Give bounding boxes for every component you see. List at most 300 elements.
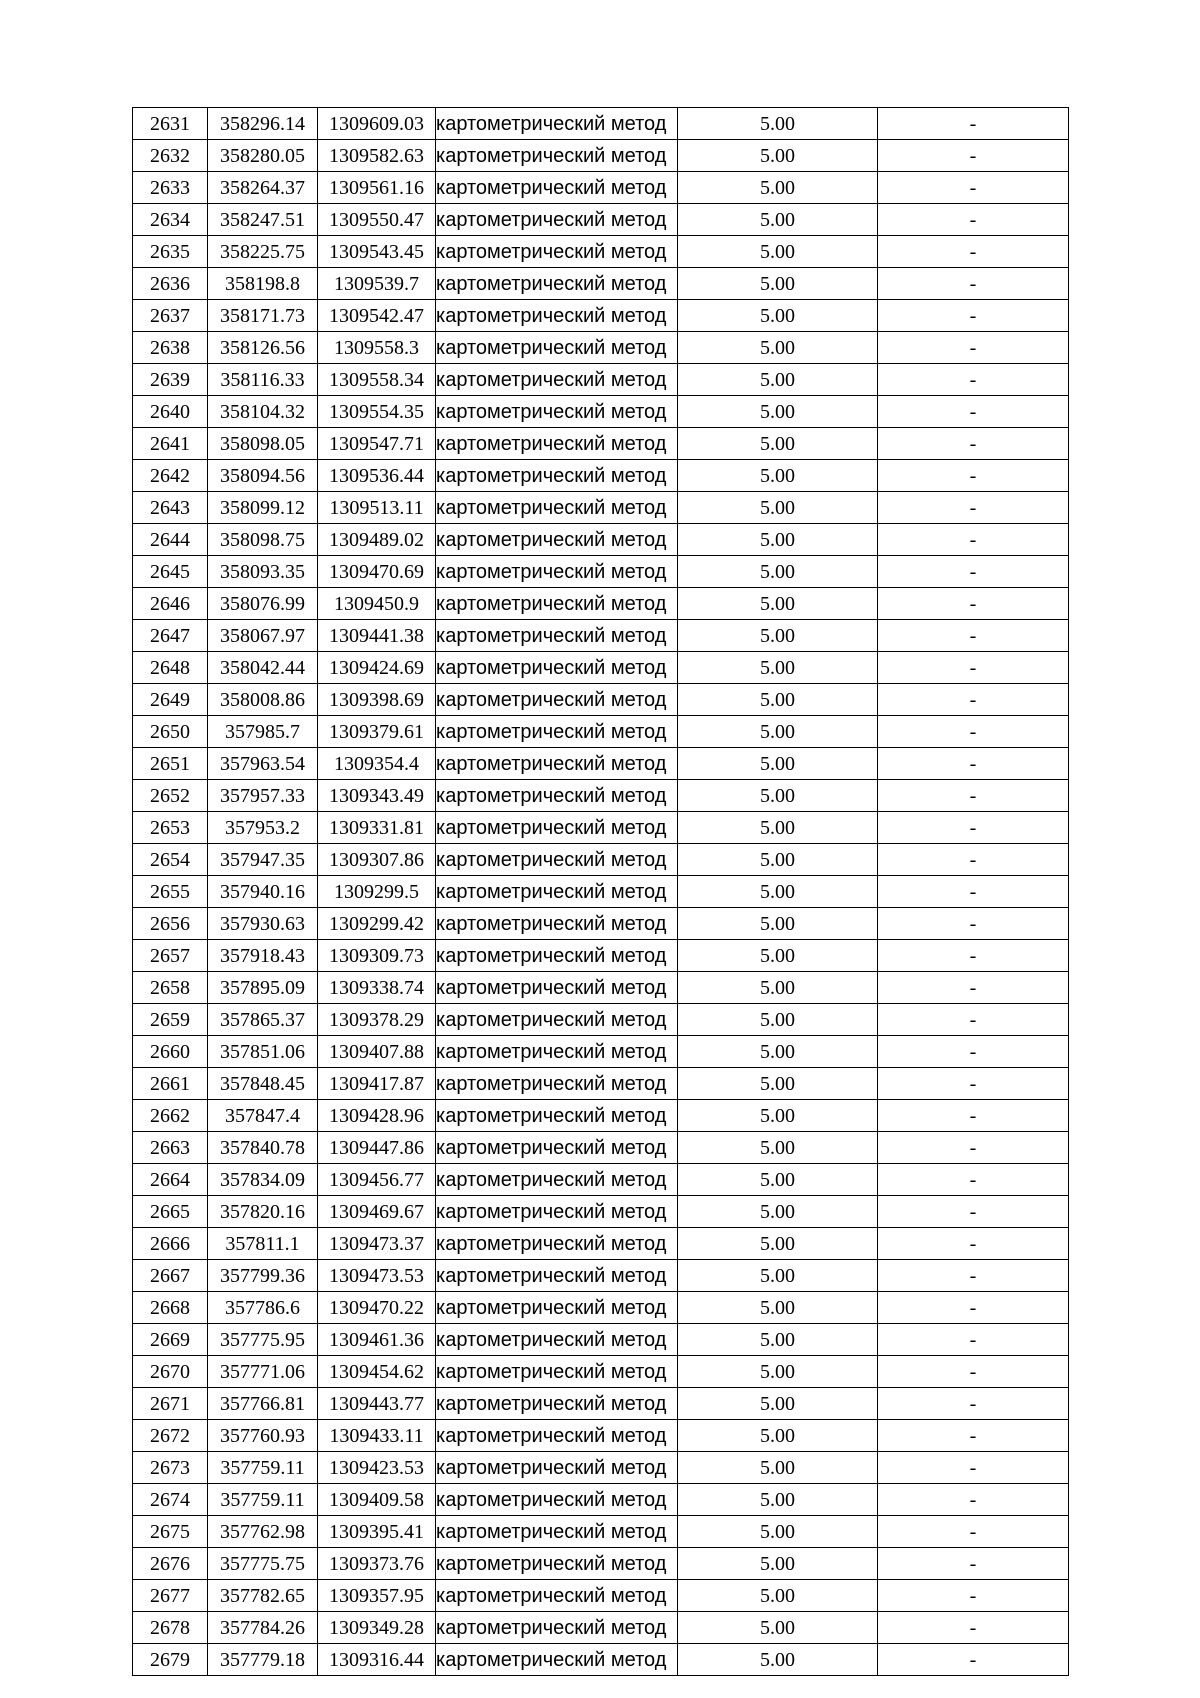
accuracy-cell: 5.00	[678, 1164, 878, 1196]
accuracy-cell: 5.00	[678, 1548, 878, 1580]
table-row	[133, 1164, 1069, 1196]
point-number-cell: 2676	[133, 1548, 208, 1580]
accuracy-cell: 5.00	[678, 556, 878, 588]
accuracy-cell: 5.00	[678, 1036, 878, 1068]
method-cell: картометрический метод	[436, 1452, 678, 1484]
x-coordinate-cell: 357782.65	[208, 1580, 318, 1612]
accuracy-cell: 5.00	[678, 588, 878, 620]
table-row	[133, 204, 1069, 236]
point-number-cell: 2637	[133, 300, 208, 332]
x-coordinate-cell: 357762.98	[208, 1516, 318, 1548]
x-coordinate-cell: 358104.32	[208, 396, 318, 428]
method-cell: картометрический метод	[436, 236, 678, 268]
y-coordinate-cell: 1309582.63	[318, 140, 436, 172]
method-cell: картометрический метод	[436, 1196, 678, 1228]
accuracy-cell: 5.00	[678, 1388, 878, 1420]
accuracy-cell: 5.00	[678, 780, 878, 812]
accuracy-cell: 5.00	[678, 140, 878, 172]
point-number-cell: 2635	[133, 236, 208, 268]
y-coordinate-cell: 1309542.47	[318, 300, 436, 332]
x-coordinate-cell: 357811.1	[208, 1228, 318, 1260]
description-cell: -	[878, 1196, 1069, 1228]
method-cell: картометрический метод	[436, 1388, 678, 1420]
y-coordinate-cell: 1309428.96	[318, 1100, 436, 1132]
description-cell: -	[878, 396, 1069, 428]
x-coordinate-cell: 357834.09	[208, 1164, 318, 1196]
table-row	[133, 716, 1069, 748]
y-coordinate-cell: 1309378.29	[318, 1004, 436, 1036]
x-coordinate-cell: 357771.06	[208, 1356, 318, 1388]
point-number-cell: 2668	[133, 1292, 208, 1324]
method-cell: картометрический метод	[436, 556, 678, 588]
accuracy-cell: 5.00	[678, 748, 878, 780]
method-cell: картометрический метод	[436, 268, 678, 300]
method-cell: картометрический метод	[436, 396, 678, 428]
accuracy-cell: 5.00	[678, 716, 878, 748]
table-row	[133, 1484, 1069, 1516]
point-number-cell: 2671	[133, 1388, 208, 1420]
accuracy-cell: 5.00	[678, 1644, 878, 1676]
method-cell: картометрический метод	[436, 1004, 678, 1036]
table-row	[133, 428, 1069, 460]
table-row	[133, 268, 1069, 300]
description-cell: -	[878, 684, 1069, 716]
point-number-cell: 2641	[133, 428, 208, 460]
description-cell: -	[878, 588, 1069, 620]
accuracy-cell: 5.00	[678, 1228, 878, 1260]
point-number-cell: 2662	[133, 1100, 208, 1132]
table-row	[133, 140, 1069, 172]
method-cell: картометрический метод	[436, 1260, 678, 1292]
method-cell: картометрический метод	[436, 620, 678, 652]
x-coordinate-cell: 358225.75	[208, 236, 318, 268]
table-row	[133, 1388, 1069, 1420]
point-number-cell: 2663	[133, 1132, 208, 1164]
method-cell: картометрический метод	[436, 1484, 678, 1516]
method-cell: картометрический метод	[436, 524, 678, 556]
point-number-cell: 2646	[133, 588, 208, 620]
accuracy-cell: 5.00	[678, 1612, 878, 1644]
point-number-cell: 2647	[133, 620, 208, 652]
table-row	[133, 1004, 1069, 1036]
method-cell: картометрический метод	[436, 1516, 678, 1548]
coordinates-table-body	[133, 108, 1069, 1676]
y-coordinate-cell: 1309470.69	[318, 556, 436, 588]
table-row	[133, 332, 1069, 364]
y-coordinate-cell: 1309543.45	[318, 236, 436, 268]
description-cell: -	[878, 972, 1069, 1004]
y-coordinate-cell: 1309473.37	[318, 1228, 436, 1260]
table-row	[133, 1548, 1069, 1580]
method-cell: картометрический метод	[436, 1644, 678, 1676]
table-row	[133, 492, 1069, 524]
x-coordinate-cell: 357799.36	[208, 1260, 318, 1292]
x-coordinate-cell: 358098.05	[208, 428, 318, 460]
y-coordinate-cell: 1309373.76	[318, 1548, 436, 1580]
table-row	[133, 1228, 1069, 1260]
x-coordinate-cell: 357865.37	[208, 1004, 318, 1036]
x-coordinate-cell: 358098.75	[208, 524, 318, 556]
point-number-cell: 2659	[133, 1004, 208, 1036]
x-coordinate-cell: 358076.99	[208, 588, 318, 620]
x-coordinate-cell: 357760.93	[208, 1420, 318, 1452]
accuracy-cell: 5.00	[678, 332, 878, 364]
y-coordinate-cell: 1309299.5	[318, 876, 436, 908]
table-row	[133, 1260, 1069, 1292]
table-row	[133, 396, 1069, 428]
y-coordinate-cell: 1309561.16	[318, 172, 436, 204]
y-coordinate-cell: 1309316.44	[318, 1644, 436, 1676]
method-cell: картометрический метод	[436, 1548, 678, 1580]
accuracy-cell: 5.00	[678, 172, 878, 204]
table-row	[133, 172, 1069, 204]
accuracy-cell: 5.00	[678, 492, 878, 524]
method-cell: картометрический метод	[436, 1612, 678, 1644]
accuracy-cell: 5.00	[678, 1100, 878, 1132]
point-number-cell: 2632	[133, 140, 208, 172]
y-coordinate-cell: 1309489.02	[318, 524, 436, 556]
x-coordinate-cell: 358067.97	[208, 620, 318, 652]
accuracy-cell: 5.00	[678, 300, 878, 332]
method-cell: картометрический метод	[436, 1420, 678, 1452]
y-coordinate-cell: 1309299.42	[318, 908, 436, 940]
point-number-cell: 2644	[133, 524, 208, 556]
method-cell: картометрический метод	[436, 972, 678, 1004]
y-coordinate-cell: 1309395.41	[318, 1516, 436, 1548]
x-coordinate-cell: 357930.63	[208, 908, 318, 940]
y-coordinate-cell: 1309443.77	[318, 1388, 436, 1420]
method-cell: картометрический метод	[436, 844, 678, 876]
description-cell: -	[878, 108, 1069, 140]
table-row	[133, 364, 1069, 396]
table-row	[133, 972, 1069, 1004]
description-cell: -	[878, 1452, 1069, 1484]
accuracy-cell: 5.00	[678, 1196, 878, 1228]
accuracy-cell: 5.00	[678, 204, 878, 236]
y-coordinate-cell: 1309398.69	[318, 684, 436, 716]
y-coordinate-cell: 1309450.9	[318, 588, 436, 620]
x-coordinate-cell: 358094.56	[208, 460, 318, 492]
accuracy-cell: 5.00	[678, 268, 878, 300]
y-coordinate-cell: 1309441.38	[318, 620, 436, 652]
table-row	[133, 1100, 1069, 1132]
method-cell: картометрический метод	[436, 1068, 678, 1100]
description-cell: -	[878, 1612, 1069, 1644]
table-row	[133, 460, 1069, 492]
accuracy-cell: 5.00	[678, 524, 878, 556]
description-cell: -	[878, 780, 1069, 812]
x-coordinate-cell: 358008.86	[208, 684, 318, 716]
y-coordinate-cell: 1309423.53	[318, 1452, 436, 1484]
accuracy-cell: 5.00	[678, 1580, 878, 1612]
description-cell: -	[878, 1516, 1069, 1548]
description-cell: -	[878, 1388, 1069, 1420]
x-coordinate-cell: 357918.43	[208, 940, 318, 972]
method-cell: картометрический метод	[436, 812, 678, 844]
accuracy-cell: 5.00	[678, 428, 878, 460]
table-row	[133, 556, 1069, 588]
point-number-cell: 2674	[133, 1484, 208, 1516]
point-number-cell: 2652	[133, 780, 208, 812]
point-number-cell: 2654	[133, 844, 208, 876]
y-coordinate-cell: 1309379.61	[318, 716, 436, 748]
description-cell: -	[878, 364, 1069, 396]
point-number-cell: 2666	[133, 1228, 208, 1260]
point-number-cell: 2665	[133, 1196, 208, 1228]
point-number-cell: 2679	[133, 1644, 208, 1676]
x-coordinate-cell: 357779.18	[208, 1644, 318, 1676]
accuracy-cell: 5.00	[678, 236, 878, 268]
point-number-cell: 2664	[133, 1164, 208, 1196]
point-number-cell: 2645	[133, 556, 208, 588]
table-row	[133, 300, 1069, 332]
method-cell: картометрический метод	[436, 1228, 678, 1260]
description-cell: -	[878, 748, 1069, 780]
x-coordinate-cell: 357940.16	[208, 876, 318, 908]
accuracy-cell: 5.00	[678, 1356, 878, 1388]
y-coordinate-cell: 1309558.3	[318, 332, 436, 364]
method-cell: картометрический метод	[436, 908, 678, 940]
x-coordinate-cell: 357786.6	[208, 1292, 318, 1324]
method-cell: картометрический метод	[436, 428, 678, 460]
y-coordinate-cell: 1309424.69	[318, 652, 436, 684]
description-cell: -	[878, 1260, 1069, 1292]
point-number-cell: 2677	[133, 1580, 208, 1612]
description-cell: -	[878, 172, 1069, 204]
description-cell: -	[878, 652, 1069, 684]
point-number-cell: 2642	[133, 460, 208, 492]
y-coordinate-cell: 1309461.36	[318, 1324, 436, 1356]
description-cell: -	[878, 812, 1069, 844]
x-coordinate-cell: 357947.35	[208, 844, 318, 876]
description-cell: -	[878, 140, 1069, 172]
x-coordinate-cell: 357840.78	[208, 1132, 318, 1164]
description-cell: -	[878, 1580, 1069, 1612]
point-number-cell: 2639	[133, 364, 208, 396]
table-row	[133, 1292, 1069, 1324]
y-coordinate-cell: 1309338.74	[318, 972, 436, 1004]
point-number-cell: 2651	[133, 748, 208, 780]
point-number-cell: 2655	[133, 876, 208, 908]
method-cell: картометрический метод	[436, 1100, 678, 1132]
method-cell: картометрический метод	[436, 1356, 678, 1388]
description-cell: -	[878, 620, 1069, 652]
method-cell: картометрический метод	[436, 876, 678, 908]
x-coordinate-cell: 358296.14	[208, 108, 318, 140]
accuracy-cell: 5.00	[678, 620, 878, 652]
method-cell: картометрический метод	[436, 684, 678, 716]
point-number-cell: 2672	[133, 1420, 208, 1452]
description-cell: -	[878, 236, 1069, 268]
y-coordinate-cell: 1309536.44	[318, 460, 436, 492]
y-coordinate-cell: 1309456.77	[318, 1164, 436, 1196]
y-coordinate-cell: 1309469.67	[318, 1196, 436, 1228]
method-cell: картометрический метод	[436, 172, 678, 204]
table-row	[133, 1132, 1069, 1164]
table-row	[133, 1612, 1069, 1644]
accuracy-cell: 5.00	[678, 1516, 878, 1548]
description-cell: -	[878, 1292, 1069, 1324]
table-row	[133, 1036, 1069, 1068]
method-cell: картометрический метод	[436, 364, 678, 396]
y-coordinate-cell: 1309354.4	[318, 748, 436, 780]
y-coordinate-cell: 1309357.95	[318, 1580, 436, 1612]
point-number-cell: 2670	[133, 1356, 208, 1388]
x-coordinate-cell: 358247.51	[208, 204, 318, 236]
y-coordinate-cell: 1309470.22	[318, 1292, 436, 1324]
point-number-cell: 2675	[133, 1516, 208, 1548]
table-row	[133, 780, 1069, 812]
accuracy-cell: 5.00	[678, 460, 878, 492]
y-coordinate-cell: 1309558.34	[318, 364, 436, 396]
accuracy-cell: 5.00	[678, 844, 878, 876]
y-coordinate-cell: 1309433.11	[318, 1420, 436, 1452]
method-cell: картометрический метод	[436, 460, 678, 492]
description-cell: -	[878, 300, 1069, 332]
accuracy-cell: 5.00	[678, 1324, 878, 1356]
accuracy-cell: 5.00	[678, 908, 878, 940]
point-number-cell: 2660	[133, 1036, 208, 1068]
accuracy-cell: 5.00	[678, 108, 878, 140]
table-row	[133, 620, 1069, 652]
table-row	[133, 588, 1069, 620]
point-number-cell: 2653	[133, 812, 208, 844]
description-cell: -	[878, 908, 1069, 940]
coordinates-table	[132, 107, 1069, 1676]
x-coordinate-cell: 358171.73	[208, 300, 318, 332]
accuracy-cell: 5.00	[678, 364, 878, 396]
x-coordinate-cell: 357953.2	[208, 812, 318, 844]
description-cell: -	[878, 844, 1069, 876]
description-cell: -	[878, 460, 1069, 492]
table-row	[133, 812, 1069, 844]
y-coordinate-cell: 1309609.03	[318, 108, 436, 140]
x-coordinate-cell: 357820.16	[208, 1196, 318, 1228]
accuracy-cell: 5.00	[678, 972, 878, 1004]
table-row	[133, 1644, 1069, 1676]
method-cell: картометрический метод	[436, 1164, 678, 1196]
method-cell: картометрический метод	[436, 1292, 678, 1324]
description-cell: -	[878, 1228, 1069, 1260]
x-coordinate-cell: 357963.54	[208, 748, 318, 780]
description-cell: -	[878, 1644, 1069, 1676]
x-coordinate-cell: 358093.35	[208, 556, 318, 588]
table-row	[133, 1068, 1069, 1100]
accuracy-cell: 5.00	[678, 1260, 878, 1292]
accuracy-cell: 5.00	[678, 1484, 878, 1516]
accuracy-cell: 5.00	[678, 652, 878, 684]
description-cell: -	[878, 1356, 1069, 1388]
y-coordinate-cell: 1309513.11	[318, 492, 436, 524]
description-cell: -	[878, 1132, 1069, 1164]
point-number-cell: 2669	[133, 1324, 208, 1356]
method-cell: картометрический метод	[436, 300, 678, 332]
y-coordinate-cell: 1309447.86	[318, 1132, 436, 1164]
x-coordinate-cell: 357759.11	[208, 1484, 318, 1516]
x-coordinate-cell: 358264.37	[208, 172, 318, 204]
method-cell: картометрический метод	[436, 588, 678, 620]
point-number-cell: 2638	[133, 332, 208, 364]
x-coordinate-cell: 357766.81	[208, 1388, 318, 1420]
description-cell: -	[878, 1484, 1069, 1516]
method-cell: картометрический метод	[436, 492, 678, 524]
point-number-cell: 2633	[133, 172, 208, 204]
description-cell: -	[878, 1004, 1069, 1036]
point-number-cell: 2658	[133, 972, 208, 1004]
point-number-cell: 2631	[133, 108, 208, 140]
method-cell: картометрический метод	[436, 1324, 678, 1356]
y-coordinate-cell: 1309407.88	[318, 1036, 436, 1068]
description-cell: -	[878, 524, 1069, 556]
point-number-cell: 2656	[133, 908, 208, 940]
table-row	[133, 1356, 1069, 1388]
table-row	[133, 908, 1069, 940]
description-cell: -	[878, 428, 1069, 460]
description-cell: -	[878, 1324, 1069, 1356]
table-row	[133, 1196, 1069, 1228]
method-cell: картометрический метод	[436, 780, 678, 812]
x-coordinate-cell: 358042.44	[208, 652, 318, 684]
x-coordinate-cell: 357985.7	[208, 716, 318, 748]
point-number-cell: 2643	[133, 492, 208, 524]
point-number-cell: 2648	[133, 652, 208, 684]
table-row	[133, 748, 1069, 780]
accuracy-cell: 5.00	[678, 1452, 878, 1484]
x-coordinate-cell: 357759.11	[208, 1452, 318, 1484]
description-cell: -	[878, 716, 1069, 748]
point-number-cell: 2636	[133, 268, 208, 300]
y-coordinate-cell: 1309307.86	[318, 844, 436, 876]
accuracy-cell: 5.00	[678, 1004, 878, 1036]
y-coordinate-cell: 1309331.81	[318, 812, 436, 844]
description-cell: -	[878, 204, 1069, 236]
description-cell: -	[878, 876, 1069, 908]
accuracy-cell: 5.00	[678, 1068, 878, 1100]
point-number-cell: 2640	[133, 396, 208, 428]
y-coordinate-cell: 1309309.73	[318, 940, 436, 972]
method-cell: картометрический метод	[436, 716, 678, 748]
y-coordinate-cell: 1309473.53	[318, 1260, 436, 1292]
description-cell: -	[878, 1068, 1069, 1100]
table-row	[133, 1516, 1069, 1548]
table-row	[133, 236, 1069, 268]
accuracy-cell: 5.00	[678, 940, 878, 972]
point-number-cell: 2673	[133, 1452, 208, 1484]
x-coordinate-cell: 358280.05	[208, 140, 318, 172]
x-coordinate-cell: 357784.26	[208, 1612, 318, 1644]
description-cell: -	[878, 1420, 1069, 1452]
y-coordinate-cell: 1309409.58	[318, 1484, 436, 1516]
method-cell: картометрический метод	[436, 332, 678, 364]
description-cell: -	[878, 556, 1069, 588]
point-number-cell: 2634	[133, 204, 208, 236]
table-row	[133, 652, 1069, 684]
method-cell: картометрический метод	[436, 940, 678, 972]
y-coordinate-cell: 1309539.7	[318, 268, 436, 300]
x-coordinate-cell: 358198.8	[208, 268, 318, 300]
table-row	[133, 108, 1069, 140]
table-row	[133, 940, 1069, 972]
description-cell: -	[878, 1036, 1069, 1068]
y-coordinate-cell: 1309343.49	[318, 780, 436, 812]
method-cell: картометрический метод	[436, 1580, 678, 1612]
table-row	[133, 1452, 1069, 1484]
x-coordinate-cell: 357847.4	[208, 1100, 318, 1132]
accuracy-cell: 5.00	[678, 1420, 878, 1452]
x-coordinate-cell: 358126.56	[208, 332, 318, 364]
x-coordinate-cell: 357775.95	[208, 1324, 318, 1356]
table-row	[133, 1324, 1069, 1356]
